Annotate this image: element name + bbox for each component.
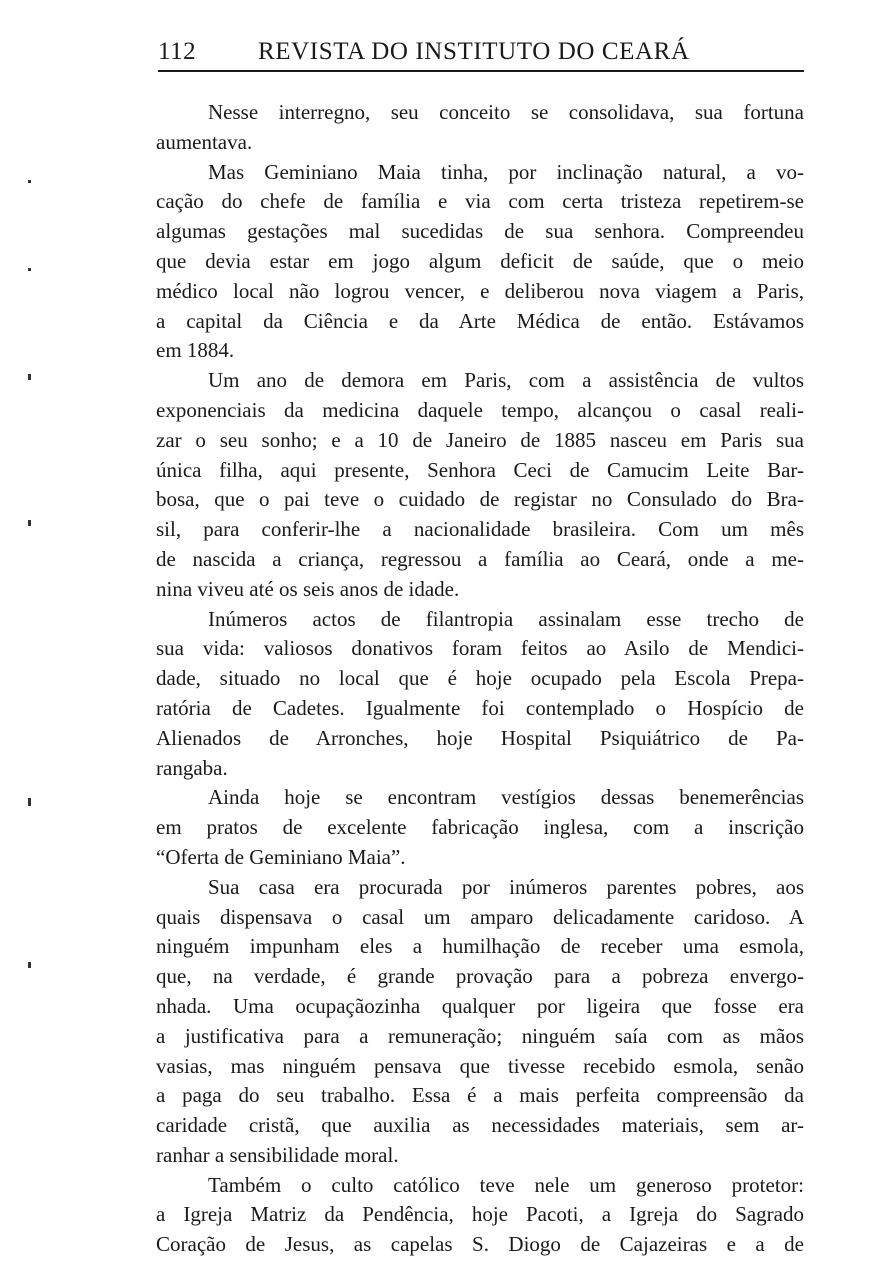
- text-line: em 1884.: [156, 338, 235, 363]
- text-line: a justificativa para a remuneração; ninguém saía com as mãos: [156, 1023, 804, 1048]
- text-line: vasias, mas ninguém pensava que tivesse recebido esmola, senão: [156, 1053, 804, 1078]
- margin-mark: [28, 374, 31, 380]
- text-line: dade, situado no local que é hoje ocupado pela Escola Prepa-: [156, 666, 804, 691]
- text-line: ranhar a sensibilidade moral.: [156, 1142, 399, 1167]
- text-line: em pratos de excelente fabricação inglesa, com a inscrição: [156, 815, 804, 840]
- text-line: caridade cristã, que auxilia as necessidades materiais, sem ar-: [156, 1113, 804, 1138]
- margin-mark: [28, 520, 31, 526]
- text-line: rangaba.: [156, 755, 228, 780]
- text-line: ratória de Cadetes. Igualmente foi contemplado o Hospício de: [156, 695, 804, 720]
- page-number: 112: [158, 38, 197, 65]
- text-line: sil, para conferir-lhe a nacionalidade brasileira. Com um mês: [156, 517, 804, 542]
- margin-mark: [28, 798, 31, 806]
- text-line: a capital da Ciência e da Arte Médica de então. Estávamos: [156, 308, 804, 333]
- margin-mark: [28, 962, 31, 968]
- text-line: Mas Geminiano Maia tinha, por inclinação natural, a vo-: [208, 159, 804, 184]
- text-line: Coração de Jesus, as capelas S. Diogo de Cajazeiras e a de: [156, 1232, 804, 1257]
- text-line: nina viveu até os seis anos de idade.: [156, 576, 460, 601]
- text-line: única filha, aqui presente, Senhora Ceci de Camucim Leite Bar-: [156, 457, 804, 482]
- text-line: que, na verdade, é grande provação para a pobreza envergo-: [156, 964, 804, 989]
- text-line: aumentava.: [156, 129, 253, 154]
- text-line: Nesse interregno, seu conceito se consolidava, sua fortuna: [208, 100, 804, 124]
- text-line: “Oferta de Geminiano Maia”.: [156, 844, 406, 869]
- text-line: nhada. Uma ocupaçãozinha qualquer por ligeira que fosse era: [156, 993, 804, 1018]
- text-line: médico local não logrou vencer, e deliberou nova viagem a Paris,: [156, 278, 804, 303]
- text-line: sua vida: valiosos donativos foram feitos ao Asilo de Mendici-: [156, 636, 804, 661]
- text-line: Ainda hoje se encontram vestígios dessas benemerências: [208, 785, 804, 810]
- text-line: Sua casa era procurada por inúmeros parentes pobres, aos: [208, 874, 804, 899]
- text-line: Também o culto católico teve nele um generoso protetor:: [208, 1172, 804, 1197]
- text-line: zar o seu sonho; e a 10 de Janeiro de 1885 nasceu em Paris sua: [156, 427, 804, 452]
- text-line: ninguém impunham eles a humilhação de receber uma esmola,: [156, 934, 804, 959]
- text-line: que devia estar em jogo algum deficit de saúde, que o meio: [156, 248, 804, 273]
- margin-mark: [28, 268, 31, 271]
- body-text: [156, 98, 804, 1260]
- text-line: a paga do seu trabalho. Essa é a mais perfeita compreensão da: [156, 1083, 804, 1108]
- text-line: Alienados de Arronches, hoje Hospital Psiquiátrico de Pa-: [156, 725, 804, 750]
- text-line: exponenciais da medicina daquele tempo, alcançou o casal reali-: [156, 397, 804, 422]
- text-line: quais dispensava o casal um amparo delicadamente caridoso. A: [156, 904, 804, 929]
- margin-mark: [28, 180, 31, 183]
- header-rule: [158, 70, 804, 72]
- text-line: algumas gestações mal sucedidas de sua senhora. Compreendeu: [156, 219, 804, 244]
- text-line: bosa, que o pai teve o cuidado de registar no Consulado do Bra-: [156, 487, 804, 512]
- text-line: cação do chefe de família e via com certa tristeza repetirem-se: [156, 189, 804, 214]
- text-line: Inúmeros actos de filantropia assinalam esse trecho de: [208, 606, 804, 631]
- page-header: [158, 38, 804, 74]
- running-head: REVISTA DO INSTITUTO DO CEARÁ: [258, 38, 690, 65]
- text-line: de nascida a criança, regressou a família ao Ceará, onde a me-: [156, 546, 804, 571]
- text-line: Um ano de demora em Paris, com a assistência de vultos: [208, 368, 804, 393]
- text-line: a Igreja Matriz da Pendência, hoje Pacoti, a Igreja do Sagrado: [156, 1202, 804, 1227]
